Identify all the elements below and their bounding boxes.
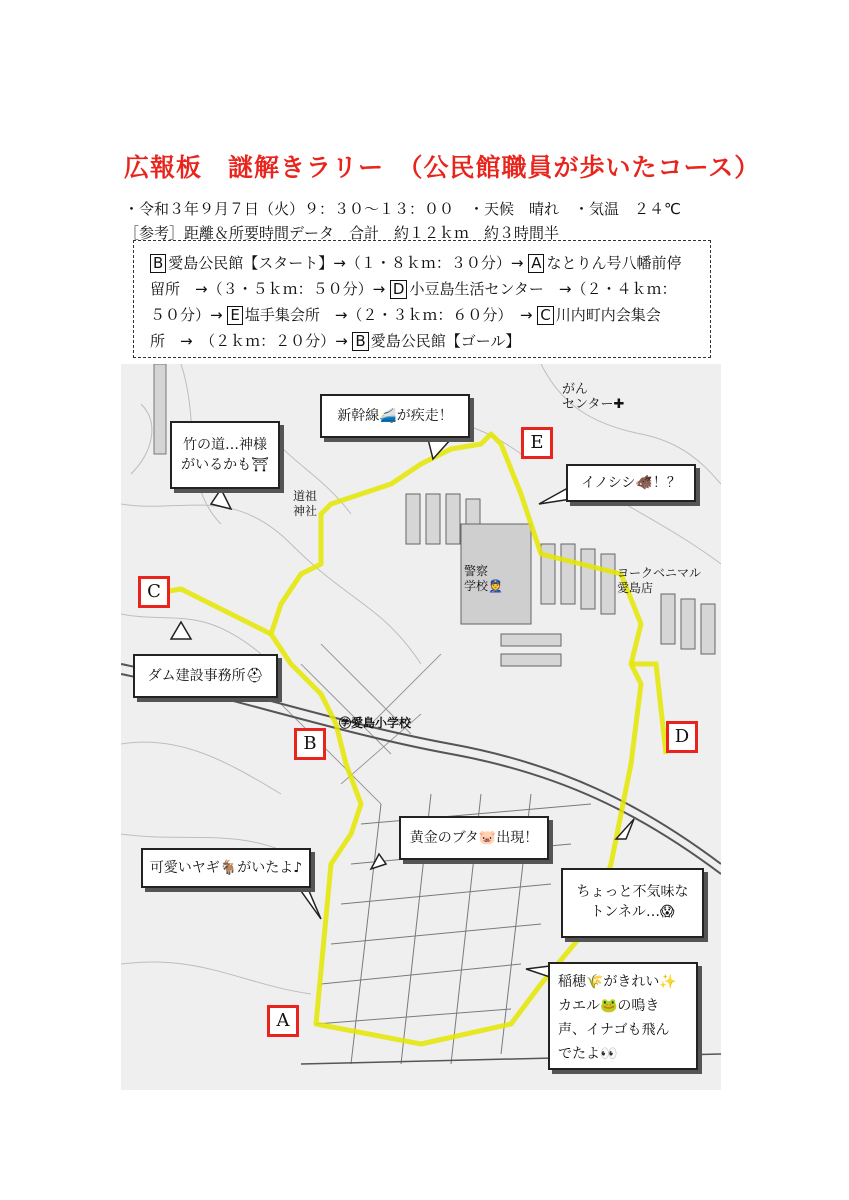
- route-letter-a: A: [528, 254, 544, 273]
- callout-tunnel: [561, 868, 704, 938]
- callout-dam-office: ダム建設事務所⛑: [133, 654, 278, 698]
- route-text: 留所 →（３・５ｋｍ：５０分）→: [150, 280, 386, 298]
- route-row-1: [150, 250, 700, 276]
- marker-b: B: [294, 728, 326, 760]
- route-text: ５０分）→: [150, 306, 223, 324]
- route-text: 塩手集会所 →（２・３ｋｍ：６０分） →: [244, 306, 533, 324]
- place-text: 道祖: [293, 489, 318, 503]
- place-text: ヨークベニマル: [617, 566, 702, 580]
- route-text: 愛島公民館【スタート】→（１・８ｋｍ：３０分）→: [168, 254, 524, 272]
- callout-goat: 可愛いヤギ🐐がいたよ♪: [141, 848, 311, 888]
- marker-d: D: [666, 721, 698, 753]
- callout-bamboo-road: [170, 421, 280, 489]
- route-row-3: [150, 302, 700, 328]
- marker-a: A: [267, 1005, 299, 1037]
- label-police-school: [464, 564, 503, 594]
- route-letter-b: B: [150, 254, 166, 273]
- route-text: 川内町内会集会: [555, 306, 661, 324]
- reservoir: [154, 364, 166, 454]
- date-weather-line: ・令和３年９月７日（火）９：３０～１３：００ ・天候 晴れ ・気温 ２４℃: [124, 200, 681, 218]
- route-info-box: [133, 240, 711, 358]
- callout-text: トンネル…😱: [590, 904, 675, 920]
- callout-golden-pig: 黄金のブタ🐷出現！: [399, 816, 549, 860]
- place-text: 愛島店: [617, 581, 654, 595]
- route-letter-d: D: [390, 280, 408, 299]
- callout-text: 声、イナゴも飛ん: [558, 1022, 670, 1038]
- place-text: 学校👮: [464, 579, 503, 593]
- callout-shinkansen: 新幹線🚄が疾走！: [320, 394, 470, 438]
- route-row-2: [150, 276, 700, 302]
- page-title: 広報板 謎解きラリー （公民館職員が歩いたコース）: [124, 153, 761, 182]
- callout-rice-field: [548, 962, 698, 1070]
- route-letter-c: C: [537, 306, 553, 325]
- callout-text: カエル🐸の鳴き: [558, 998, 660, 1014]
- route-text: 愛島公民館【ゴール】: [370, 332, 521, 350]
- route-text: 小豆島生活センター →（２・４ｋｍ：: [409, 280, 677, 298]
- place-text: 警察: [464, 564, 489, 578]
- label-dousojinja: [293, 489, 317, 519]
- route-letter-e: E: [227, 306, 242, 325]
- label-yorkbenimaru: [617, 566, 701, 596]
- marker-e: E: [521, 427, 553, 459]
- callout-text: 竹の道…神様: [183, 437, 267, 453]
- reference-line: ［参考］距離＆所要時間データ 合計 約１２ｋｍ 約３時間半: [124, 224, 560, 242]
- place-text: 神社: [293, 504, 318, 518]
- callout-boar: イノシシ🐗！？: [566, 464, 696, 502]
- callout-text: ちょっと不気味な: [576, 884, 689, 900]
- callout-text: 稲穂🌾がきれい✨: [558, 974, 677, 990]
- label-cancer-center: [562, 382, 624, 412]
- route-row-4: [150, 328, 700, 354]
- place-text: センター✚: [562, 397, 625, 412]
- place-text: がん: [562, 382, 589, 397]
- label-elementary-school: ㊫愛島小学校: [339, 716, 412, 730]
- marker-c: C: [138, 576, 170, 608]
- callout-text: がいるかも⛩: [181, 457, 269, 473]
- route-letter-b: B: [352, 332, 368, 351]
- callout-text: でたよ👀: [558, 1046, 618, 1062]
- route-map: [121, 364, 721, 1090]
- route-text: なとりん号八幡前停: [546, 254, 682, 272]
- route-text: 所 → （２ｋｍ：２０分）→: [150, 332, 348, 350]
